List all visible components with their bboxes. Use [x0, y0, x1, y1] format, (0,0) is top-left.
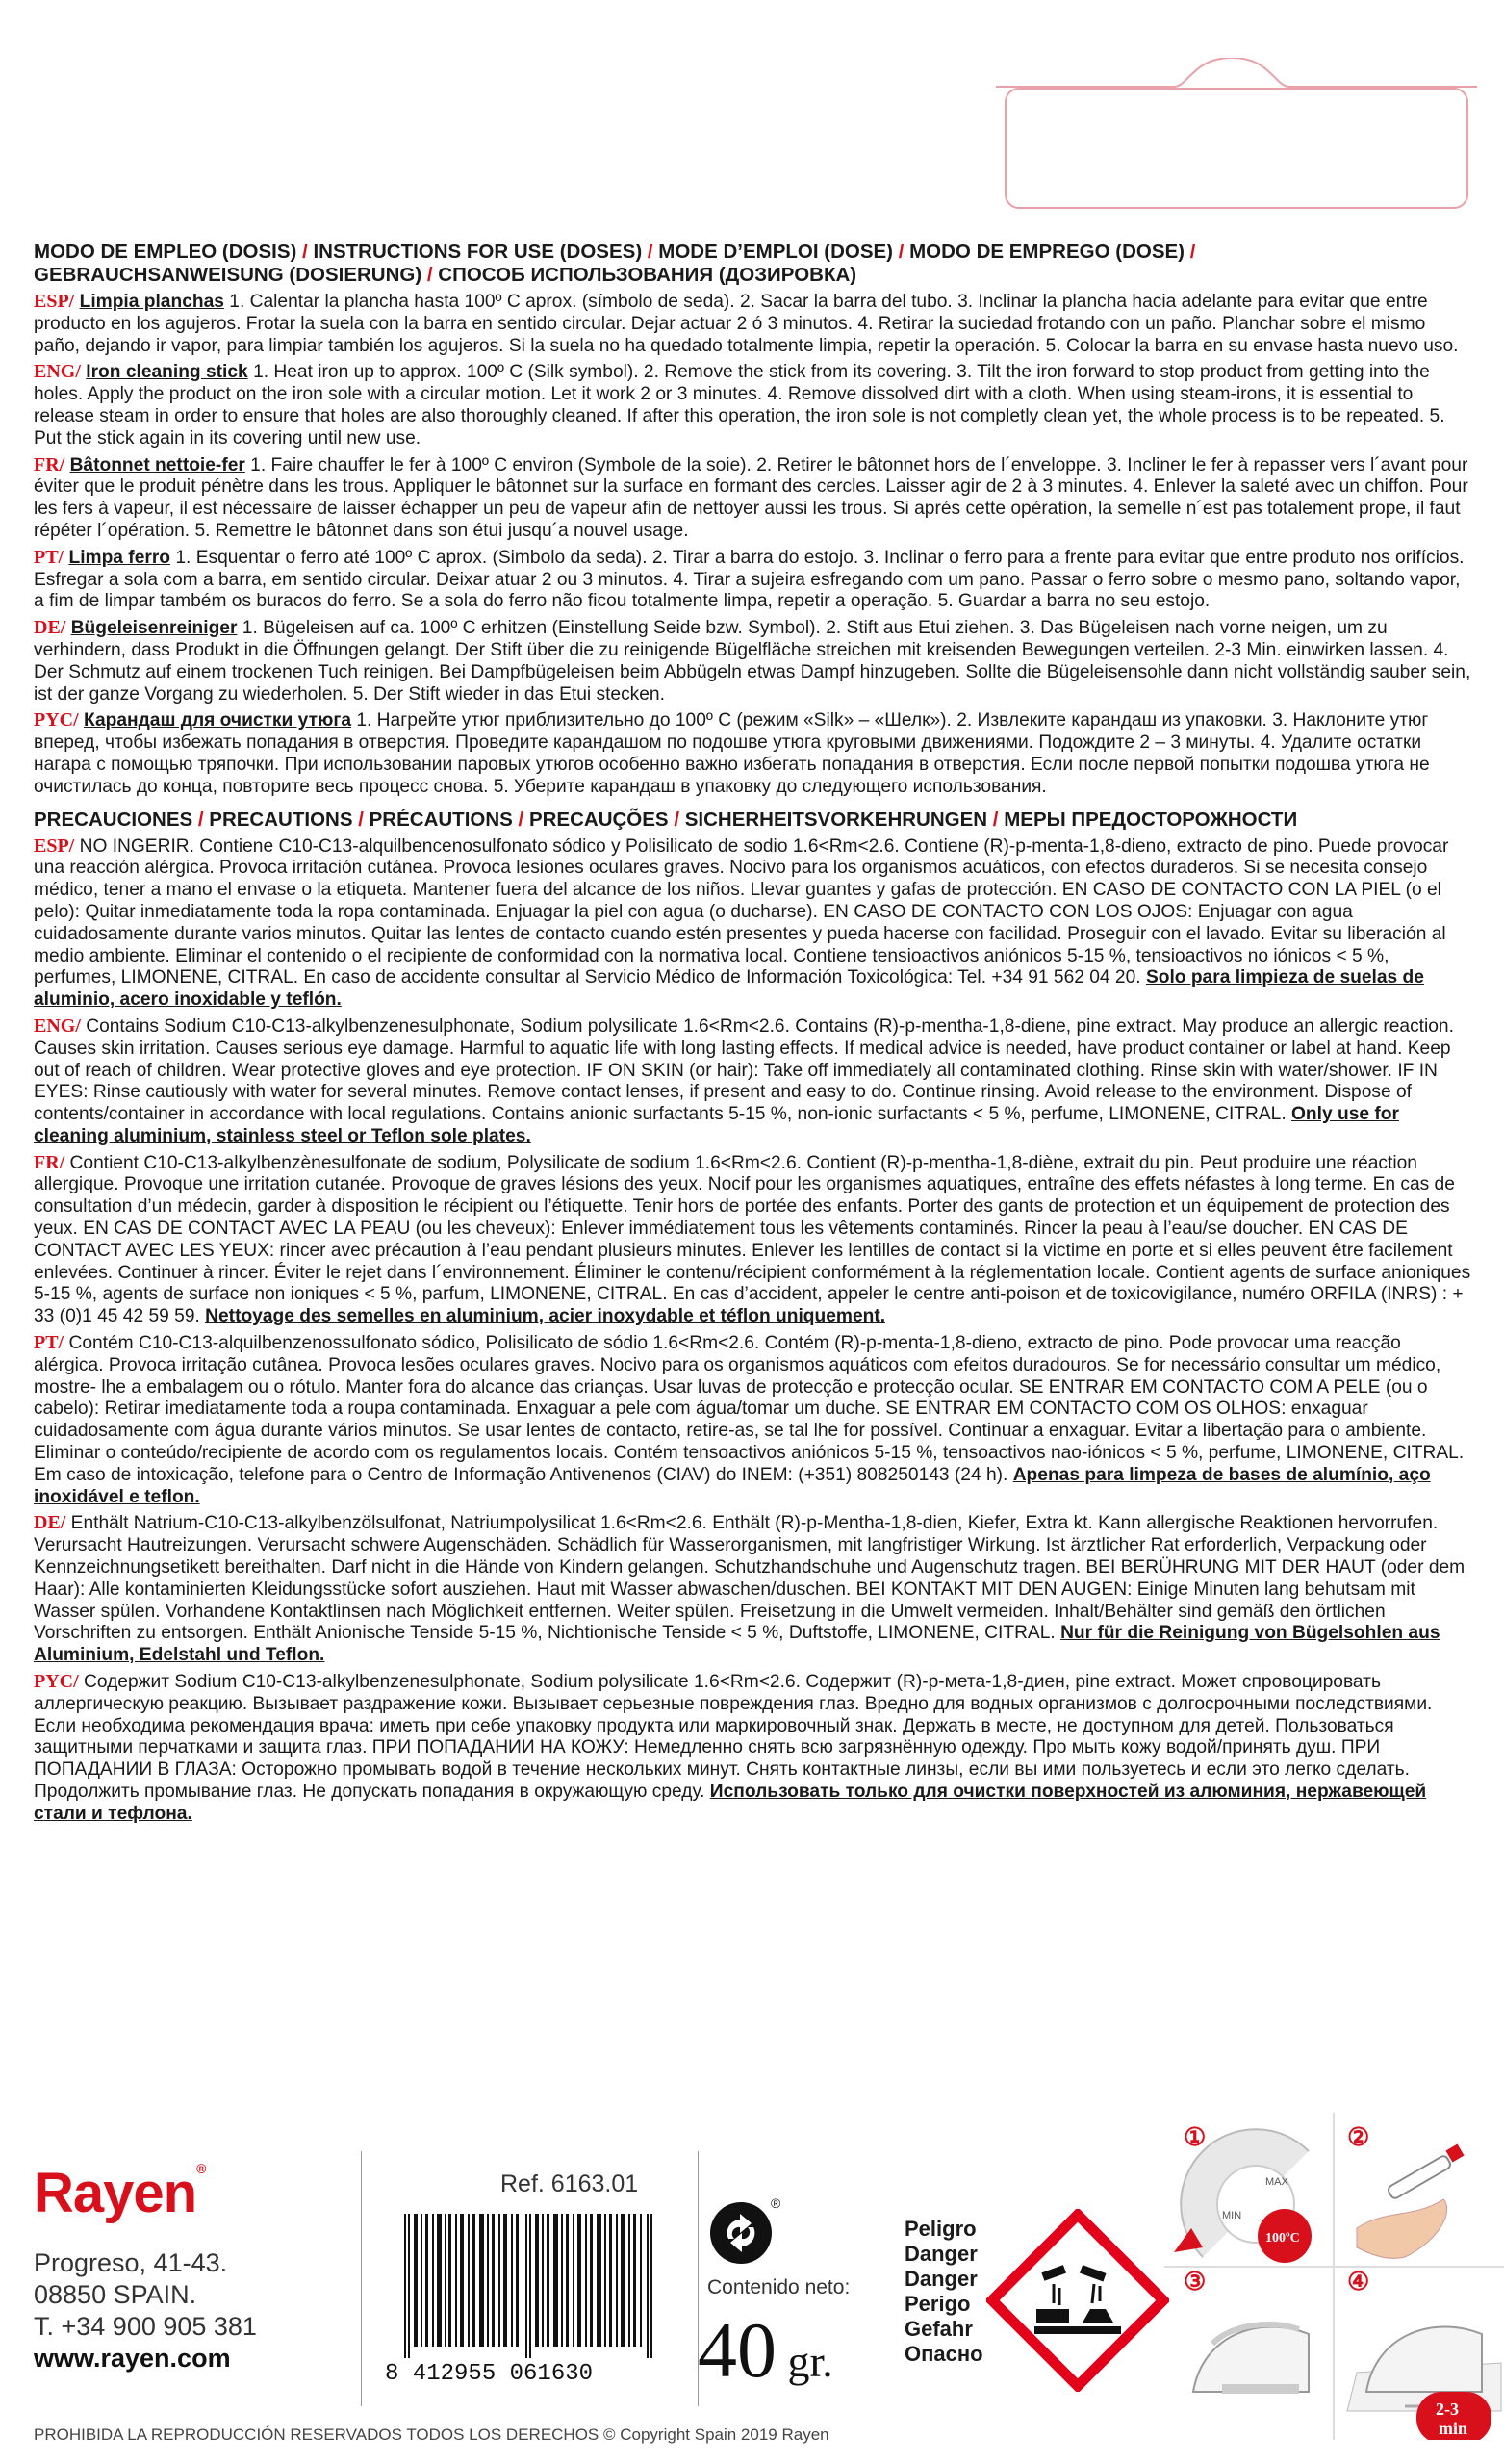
hang-hook-outline: [996, 58, 1477, 221]
rayen-logo: Rayen®: [34, 2161, 206, 2224]
recycle-registered: ®: [771, 2195, 781, 2211]
temp-badge: 100ºC: [1265, 2231, 1300, 2246]
instruction-fr: FR/ Bâtonnet nettoie-fer 1. Faire chauffer le fer à 100º C environ (Symbole de la soie). 2. Retirer le bâtonnet hors de l´enveloppe. 3. Incliner le fer à repasser vers l´avant pour éviter que le produit pénètre dans les trous. Appliquer le bâtonnet sur la surface en formant des cercles. Laisser agir de 2 à 3 minutes. 4. Enlever la saleté avec un chiffon. Pour les fers à vapeur, il est nécessaire de laisser échapper un peu de vapeur afin de nettoyer aussi les trous. Si aprés cette opération, la semelle n´est pas totalement prope, il faut répéter l´opération. 5. Remettre le bâtonnet dans son étui jusqu´a nouvel usage.: [34, 453, 1468, 541]
dial-min-label: MIN: [1222, 2210, 1242, 2221]
company-address: Progreso, 41-43. 08850 SPAIN. T. +34 900 905 381 www.rayen.com: [34, 2248, 257, 2373]
net-content-label: Contenido neto:: [707, 2276, 851, 2298]
instruction-esp: ESP/ Limpia planchas 1. Calentar la plancha hasta 100º C aprox. (símbolo de seda). 2. Sacar la barra del tubo. 3. Inclinar la plancha hacia adelante para evitar que entre producto en los agujeros. Frotar la suela con la barra en sentido circular. Dejar actuar 2 ó 3 minutos. 4. Retirar la suciedad frotando con un paño. Planchar sobre el mismo paño, dejando ir vapor, para limpiar también los agujeros. Si la suela no ha quedado totalmente limpia, repetir la operación. 5. Colocar la barra en su envase hasta nuevo uso.: [34, 291, 1459, 356]
step-3-number: ③: [1184, 2268, 1207, 2296]
barcode-number: 8 412955 061630: [385, 2361, 594, 2387]
iron-icon: [1193, 2324, 1309, 2394]
dial-max-label: MAX: [1265, 2176, 1288, 2188]
time-badge-bottom: min: [1439, 2419, 1468, 2438]
usage-steps-illustration: [1164, 2113, 1504, 2440]
precaution-eng: ENG/ Contains Sodium C10-C13-alkylbenzenesulphonate, Sodium polysilicate 1.6<Rm<2.6. Contains (R)-p-mentha-1,8-diene, pine extract. May produce an allergic reaction. Causes skin irritation. Causes serious eye damage. Harmful to aquatic life with long lasting effects. If medical advice is needed, have product container or label at hand. Keep out of reach of children. Wear protective gloves and eye protection. IF ON SKIN (or hair): Take off immediately all contaminated clothing. Rinse skin with water/shower. IF IN EYES: Rinse cautiously with water for several minutes. Remove contact lenses, if present and easy to do. Continue rinsing. Avoid release to the environment. Dispose of contents/container in accordance with local regulations. Contains anionic surfactants 5-15 %, non-ionic surfactants < 5 %, perfume, LIMONENE, CITRAL. Only use for cleaning aluminium, stainless steel or Teflon sole plates.: [34, 1014, 1454, 1146]
product-reference: Ref. 6163.01: [500, 2170, 639, 2197]
step-2-number: ②: [1347, 2123, 1370, 2151]
precaution-esp: ESP/ NO INGERIR. Contiene C10-C13-alquilbencenosulfonato sódico y Polisilicato de sodio 1.6<Rm<2.6. Contiene (R)-p-menta-1,8-dieno, extracto de pino. Puede provocar una reacción alérgica. Provoca irritación cutánea. Provoca lesiones oculares graves. Nocivo para los organismos acuáticos, con efectos duraderos. Si se necesita consejo médico, tener a mano el envase o la etiqueta. Mantener fuera del alcance de los niños. Llevar guantes y gafas de protección. EN CASO DE CONTACTO CON LA PIEL (o el pelo): Quitar inmediatamente toda la ropa contaminada. Enjuagar la piel con agua (o ducharse). EN CASO DE CONTACTO CON LOS OJOS: Enjuagar con agua cuidadosamente durante varios minutos. Quitar las lentes de contacto cuando estén presentes y pueda hacerse con facilidad. Proseguir con el lavado. Evitar su liberación al medio ambiente. Eliminar el contenido o el recipiente de conformidad con la normativa local. Contiene tensioactivos aniónicos 5-15 %, tensioactivos no iónicos < 5 %, perfumes, LIMONENE, CITRAL. En caso de accidente consultar al Servicio Médico de Información Toxicológica: Tel. +34 91 562 04 20. Solo para limpieza de suelas de aluminio, acero inoxidable y teflón.: [34, 834, 1449, 1011]
precaution-fr: FR/ Contient C10-C13-alkylbenzènesulfonate de sodium, Polysilicate de sodium 1.6<Rm<2.6. Contient (R)-p-mentha-1,8-diène, extrait du pin. Peut produire une réaction allergique. Provoque une irritation cutanée. Provoque de graves lésions des yeux. Nocif pour les organismes aquatiques, entraîne des effets néfastes à long terme. En cas de consultation d’un médecin, garder à disposition le récipient ou l’étiquette. Tenir hors de portée des enfants. Porter des gants de protection et un équipement de protection des yeux. EN CAS DE CONTACT AVEC LA PEAU (ou les cheveux): Enlever immédiatement tous les vêtements contaminés. Rincer la peau à l’eau/se doucher. EN CAS DE CONTACT AVEC LES YEUX: rincer avec précaution à l’eau pendant plusieurs minutes. Enlever les lentilles de contact si la victime en porte et si elles peuvent être facilement enlevées. Continuer à rincer. Éviter le rejet dans l´environnement. Éliminer le contenu/récipient conformément à la réglementation locale. Contient agents de surface anioniques 5-15 %, agents de surface non ioniques < 5 %, parfum, LIMONENE, CITRAL. En cas d’accident, appeler le centre anti-poison et de toxicovigilance, numéro ORFILA (INRS) : + 33 (0)1 45 42 59 59. Nettoyage des semelles en aluminium, acier inoxydable et téflon uniquement.: [34, 1151, 1471, 1327]
precautions-heading: PRECAUCIONES / PRECAUTIONS / PRÉCAUTIONS / PRECAUÇÕES / SICHERHEITSVORKEHRUNGEN / МЕРЫ ПРЕДОСТОРОЖНОСТИ: [34, 808, 1298, 831]
instructions-heading: MODO DE EMPLEO (DOSIS) / INSTRUCTIONS FOR USE (DOSES) / MODE D’EMPLOI (DOSE) / MODO DE EMPREGO (DOSE) / GEBRAUCHSANWEISUNG (DOSIERUNG) / СПОСОБ ИСПОЛЬЗОВАНИЯ (ДОЗИРОВКА): [34, 241, 1196, 286]
instruction-eng: ENG/ Iron cleaning stick 1. Heat iron up to approx. 100º C (Silk symbol). 2. Remove the stick from its covering. 3. Tilt the iron forward to stop product from getting into the holes. Apply the product on the iron sole with a circular motion. Let it work 2 or 3 minutes. 4. Remove dissolved dirt with a cloth. When using steam-irons, it is essential to release steam in order to ensure that holes are also thoroughly cleaned. If after this operation, the iron sole is not completly clean yet, the whole process is to be repeated. 5. Put the stick again in its covering until new use.: [34, 361, 1445, 449]
net-content-value: 40 gr.: [698, 2306, 833, 2394]
precaution-pt: PT/ Contém C10-C13-alquilbenzenossulfonato sódico, Polisilicato de sódio 1.6<Rm<2.6. Contém (R)-p-menta-1,8-dieno, extracto de pino. Pode provocar uma reacção alérgica. Provoca irritação cutânea. Provoca lesões oculares graves. Nocivo para os organismos aquáticos com efeitos duradouros. Se for necessário consultar um médico, mostre- lhe a embalagem ou o rótulo. Manter fora do alcance das crianças. Usar luvas de protecção e protecção ocular. SE ENTRAR EM CONTACTO COM A PELE (ou o cabelo): Retirar imediatamente toda a roupa contaminada. Enxaguar a pele com água/tomar um duche. SE ENTRAR EM CONTACTO COM OS OLHOS: enxaguar cuidadosamente com água durante vários minutos. Se usar lentes de contacto, retire-as, se tal lhe for possível. Continuar a enxaguar. Evitar a libertação para o ambiente. Eliminar o conteúdo/recipiente de acordo com os regulamentos locais. Contém tensoactivos aniónicos 5-15 %, tensoactivos nao-iónicos < 5 %, perfume, LIMONENE, CITRAL. Em caso de intoxicação, telefone para o Centro de Informação Antivenenos (CIAV) do INEM: (+351) 808250143 (24 h). Apenas para limpeza de bases de alumínio, aço inoxidável e teflon.: [34, 1332, 1465, 1507]
barcode: [385, 2214, 683, 2387]
precaution-ru: PYC/ Содержит Sodium C10-C13-alkylbenzenesulphonate, Sodium polysilicate 1.6<Rm<2.6. Содержит (R)-p-мета-1,8-диен, pine extract. Может спровоцировать аллергическую реакцию. Вызывает раздражение кожи. Вызывает серьезные повреждения глаз. Вредно для водных организмов с долгосрочными последствиями. Если необходима рекомендация врача: иметь при себе упаковку продукта или маркировочный знак. Держать в месте, не доступном для детей. Пользоваться защитными перчатками и защита глаз. ПРИ ПОПАДАНИИ НА КОЖУ: Немедленно снять всю загрязнённую одежду. Про мыть кожу водой/принять душ. ПРИ ПОПАДАНИИ В ГЛАЗА: Осторожно промывать водой в течение нескольких минут. Снять контактные линзы, если вы ими пользуетесь и если это легко сделать. Продолжить промывание глаз. Не допускать попадания в окружающую среду. Использовать только для очистки поверхностей из алюминия, нержавеющей стали и тефлона.: [34, 1671, 1433, 1824]
instruction-ru: PYC/ Карандаш для очистки утюга 1. Нагрейте утюг приблизительно до 100º С (режим «Silk» – «Шелк»). 2. Извлеките карандаш из упаковки. 3. Наклоните утюг вперед, чтобы избежать попадания в отверстия. Проведите карандашом по подошве утюга круговыми движениями. Подождите 2 – 3 минуты. 4. Удалите остатки нагара с помощью тряпочки. При использовании паровых утюгов особенно важно избегать попадания в отверстия. Если после первой попытки подошва утюга не очистилась до конца, повторите весь процесс снова. 5. Уберите карандаш в упаковку до следующего использования.: [34, 709, 1430, 797]
step-4-number: ④: [1347, 2268, 1370, 2296]
ghs-corrosive-icon: [986, 2209, 1169, 2392]
danger-words: Peligro Danger Danger Perigo Gefahr Опасно: [905, 2217, 983, 2366]
precaution-de: DE/ Enthält Natrium-C10-C13-alkylbenzölsulfonat, Natriumpolysilicat 1.6<Rm<2.6. Enthält (R)-p-Mentha-1,8-dien, Kiefer, Extra kt. Kann allergische Reaktionen hervorrufen. Verursacht Hautreizungen. Verursacht schwere Augenschäden. Schädlich für Wasserorganismen, mit langfristiger Wirkung. Ist ärztlicher Rat erforderlich, Verpackung oder Kennzeichnungsetikett bereithalten. Darf nicht in die Hände von Kindern gelangen. Schutzhandschuhe und Augenschutz tragen. BEI BERÜHRUNG MIT DER HAUT (oder dem Haar): Alle kontaminierten Kleidungsstücke sofort ausziehen. Haut mit Wasser abwaschen/duschen. BEI KONTAKT MIT DEN AUGEN: Einige Minuten lang behutsam mit Wasser spülen. Vorhandene Kontaktlinsen nach Möglichkeit entfernen. Weiter spülen. Freisetzung in die Umwelt vermeiden. Inhalt/Behälter sind gemäß den örtlichen Vorschriften zu entsorgen. Enthält Anionische Tenside 5-15 %, Nichtionische Tenside < 5 %, Duftstoffe, LIMONENE, CITRAL. Nur für die Reinigung von Bügelsohlen aus Aluminium, Edelstahl und Teflon.: [34, 1512, 1466, 1666]
copyright-footer: PROHIBIDA LA REPRODUCCIÓN RESERVADOS TODOS LOS DERECHOS © Copyright Spain 2019 Rayen: [34, 2426, 829, 2444]
step-1-number: ①: [1184, 2123, 1207, 2151]
instruction-de: DE/ Bügeleisenreiniger 1. Bügeleisen auf ca. 100º C erhitzen (Einstellung Seide bzw. Symbol). 2. Stift aus Etui ziehen. 3. Das Bügeleisen nach vorne neigen, um zu verhindern, dass Produkt in die Öffnungen gelangt. Der Stift über die zu reinigende Bügelfläche streichen mit kreisenden Bewegungen verteilen. 2-3 Min. einwirken lassen. 4. Der Schmutz auf einem trockenen Tuch reinigen. Bei Dampfbügeleisen beim Abbügeln etwas Dampf hinzugeben. Sollte die Bügeleisensohle dann nicht vollständig sauber sein, ist der ganze Vorgang zu wiederholen. 5. Der Stift wieder in das Etui stecken.: [34, 617, 1471, 705]
recycle-icon: [707, 2194, 784, 2272]
divider: [361, 2151, 362, 2406]
label-footer-block: [0, 2113, 1504, 2464]
instruction-pt: PT/ Limpa ferro 1. Esquentar o ferro até 100º C aprox. (Simbolo da seda). 2. Tirar a barra do estojo. 3. Inclinar o ferro para a frente para evitar que entre produto nos orifícios. Esfregar a sola com a barra, em sentido circular. Deixar atuar 2 ou 3 minutos. 4. Tirar a sujeira esfregando com um pano. Passar o ferro sobre o mesmo pano, soltando vapor, a fim de limpar também os buracos do ferro. Se a sola do ferro não ficou totalmente limpa, repetir a operação. 5. Guardar a barra no seu estojo.: [34, 546, 1465, 612]
time-badge-top: 2-3: [1436, 2400, 1459, 2419]
label-text-area: [34, 241, 1472, 1826]
